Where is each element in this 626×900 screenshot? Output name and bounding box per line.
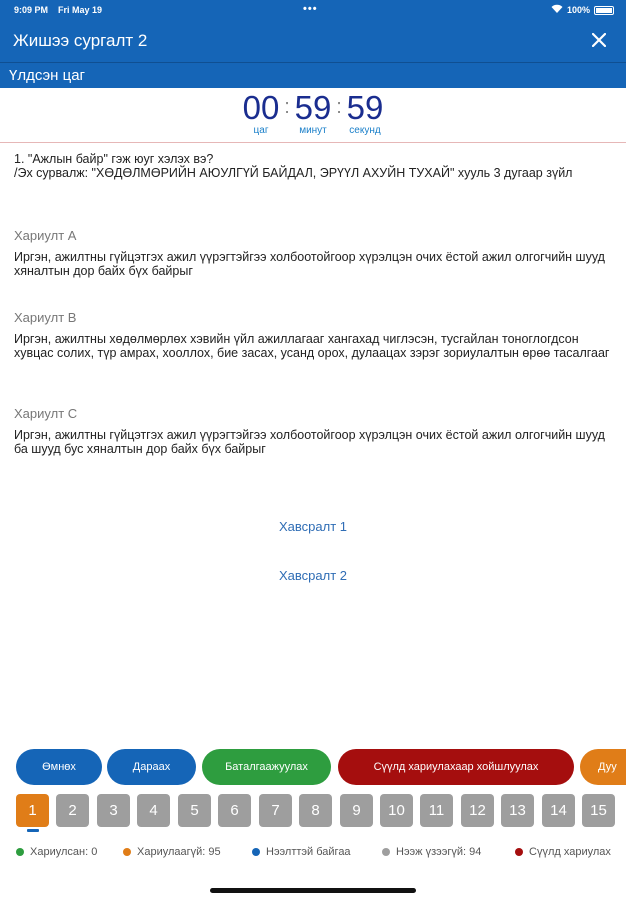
wifi-icon xyxy=(551,4,563,16)
question-number-10[interactable]: 10 xyxy=(380,794,413,827)
timer-minutes-label: минут xyxy=(299,125,327,136)
timer-seconds-label: секунд xyxy=(349,125,381,136)
answer-label: Хариулт A xyxy=(14,228,77,243)
question-number-9[interactable]: 9 xyxy=(340,794,373,827)
question-number-8[interactable]: 8 xyxy=(299,794,332,827)
divider xyxy=(0,142,626,143)
legend-unviewed-label: Нээж үзээгүй: 94 xyxy=(396,846,482,858)
finish-button[interactable]: Дуу xyxy=(580,749,626,785)
legend-unviewed xyxy=(382,846,481,858)
app-header xyxy=(0,0,626,62)
remaining-time-label: Үлдсэн цаг xyxy=(9,67,86,84)
question-number-7[interactable]: 7 xyxy=(259,794,292,827)
timer-minutes xyxy=(290,90,336,136)
next-button[interactable]: Дараах xyxy=(107,749,196,785)
status-bar xyxy=(0,0,626,20)
question-number-12[interactable]: 12 xyxy=(461,794,494,827)
answer-label: Хариулт C xyxy=(14,406,78,421)
multitask-dots-icon[interactable]: ••• xyxy=(303,3,318,15)
status-right xyxy=(551,4,614,16)
home-indicator[interactable] xyxy=(210,888,416,893)
remaining-time-bar xyxy=(0,62,626,88)
question-title: 1. "Ажлын байр" гэж юуг хэлэх вэ? xyxy=(14,152,214,166)
question-number-4[interactable]: 4 xyxy=(137,794,170,827)
timer-separator: : xyxy=(336,96,342,118)
green-dot-icon xyxy=(16,848,24,856)
status-time: 9:09 PM xyxy=(14,5,49,15)
blue-dot-icon xyxy=(252,848,260,856)
timer-minutes-value: 59 xyxy=(294,89,332,126)
action-buttons xyxy=(0,749,626,785)
close-icon[interactable] xyxy=(592,27,606,53)
question-number-1[interactable]: 1 xyxy=(16,794,49,827)
timer-hours xyxy=(238,90,284,136)
legend-postponed-label: Сүүлд хариулах xyxy=(529,846,611,858)
answer-option-b[interactable] xyxy=(14,310,614,360)
status-date: Fri May 19 xyxy=(58,5,103,15)
confirm-button[interactable]: Баталгаажуулах xyxy=(202,749,331,785)
attachment-link-1[interactable]: Хавсралт 1 xyxy=(278,519,347,534)
legend-open xyxy=(252,846,351,858)
question-number-15[interactable]: 15 xyxy=(582,794,615,827)
question-text xyxy=(14,152,614,180)
question-number-6[interactable]: 6 xyxy=(218,794,251,827)
current-question-indicator xyxy=(27,829,39,832)
page-title: Жишээ сургалт 2 xyxy=(13,31,148,50)
orange-dot-icon xyxy=(123,848,131,856)
question-number-2[interactable]: 2 xyxy=(56,794,89,827)
gray-dot-icon xyxy=(382,848,390,856)
timer-seconds-value: 59 xyxy=(346,89,384,126)
question-number-13[interactable]: 13 xyxy=(501,794,534,827)
legend-answered-label: Хариулсан: 0 xyxy=(30,846,98,858)
question-number-3[interactable]: 3 xyxy=(97,794,130,827)
question-number-14[interactable]: 14 xyxy=(542,794,575,827)
timer-hours-label: цаг xyxy=(253,125,269,136)
status-legend xyxy=(0,846,626,862)
legend-unanswered xyxy=(123,846,221,858)
question-number-11[interactable]: 11 xyxy=(420,794,453,827)
battery-percent: 100% xyxy=(566,5,590,15)
timer-separator: : xyxy=(284,96,290,118)
timer-hours-value: 00 xyxy=(242,89,280,126)
attachment-link-2[interactable]: Хавсралт 2 xyxy=(278,568,347,583)
legend-postponed xyxy=(515,846,611,858)
answer-label: Хариулт B xyxy=(14,310,77,325)
question-navigator xyxy=(0,794,626,828)
answer-option-c[interactable] xyxy=(14,406,614,456)
red-dot-icon xyxy=(515,848,523,856)
postpone-button[interactable]: Сүүлд хариулахаар хойшлуулах xyxy=(338,749,574,785)
answer-text: Иргэн, ажилтны гүйцэтгэх ажил үүрэгтэйгээ холбоотойгоор хүрэлцэн очих ёстой ажил олгогчийн шууд ба шууд бус хяналтын дор байх бүх байрыг xyxy=(14,428,605,456)
question-number-5[interactable]: 5 xyxy=(178,794,211,827)
battery-icon xyxy=(594,6,614,15)
legend-answered xyxy=(16,846,97,858)
timer-seconds xyxy=(342,90,388,136)
countdown-timer xyxy=(0,90,626,136)
legend-unanswered-label: Хариулаагүй: 95 xyxy=(137,846,221,858)
answer-text: Иргэн, ажилтны хөдөлмөрлөх хэвийн үйл ажиллагааг хангахад чиглэсэн, тусгайлан тоноглогдсон хувцас солих, түр амрах, хооллох, бие засах, усанд орох, дулаацах зэрэг зориулалтын өрөө тасалгааг xyxy=(14,332,610,360)
question-source: /Эх сурвалж: "ХӨДӨЛМӨРИЙН АЮУЛГҮЙ БАЙДАЛ, ЭРҮҮЛ АХУЙН ТУХАЙ" хууль 3 дугаар зүйл xyxy=(14,166,573,180)
answer-text: Иргэн, ажилтны гүйцэтгэх ажил үүрэгтэйгээ холбоотойгоор хүрэлцэн очих ёстой ажил олгогчийн шууд хяналтын дор байх бүх байрыг xyxy=(14,250,605,278)
answer-option-a[interactable] xyxy=(14,228,614,278)
legend-open-label: Нээлттэй байгаа xyxy=(266,846,351,858)
prev-button[interactable]: Өмнөх xyxy=(16,749,102,785)
